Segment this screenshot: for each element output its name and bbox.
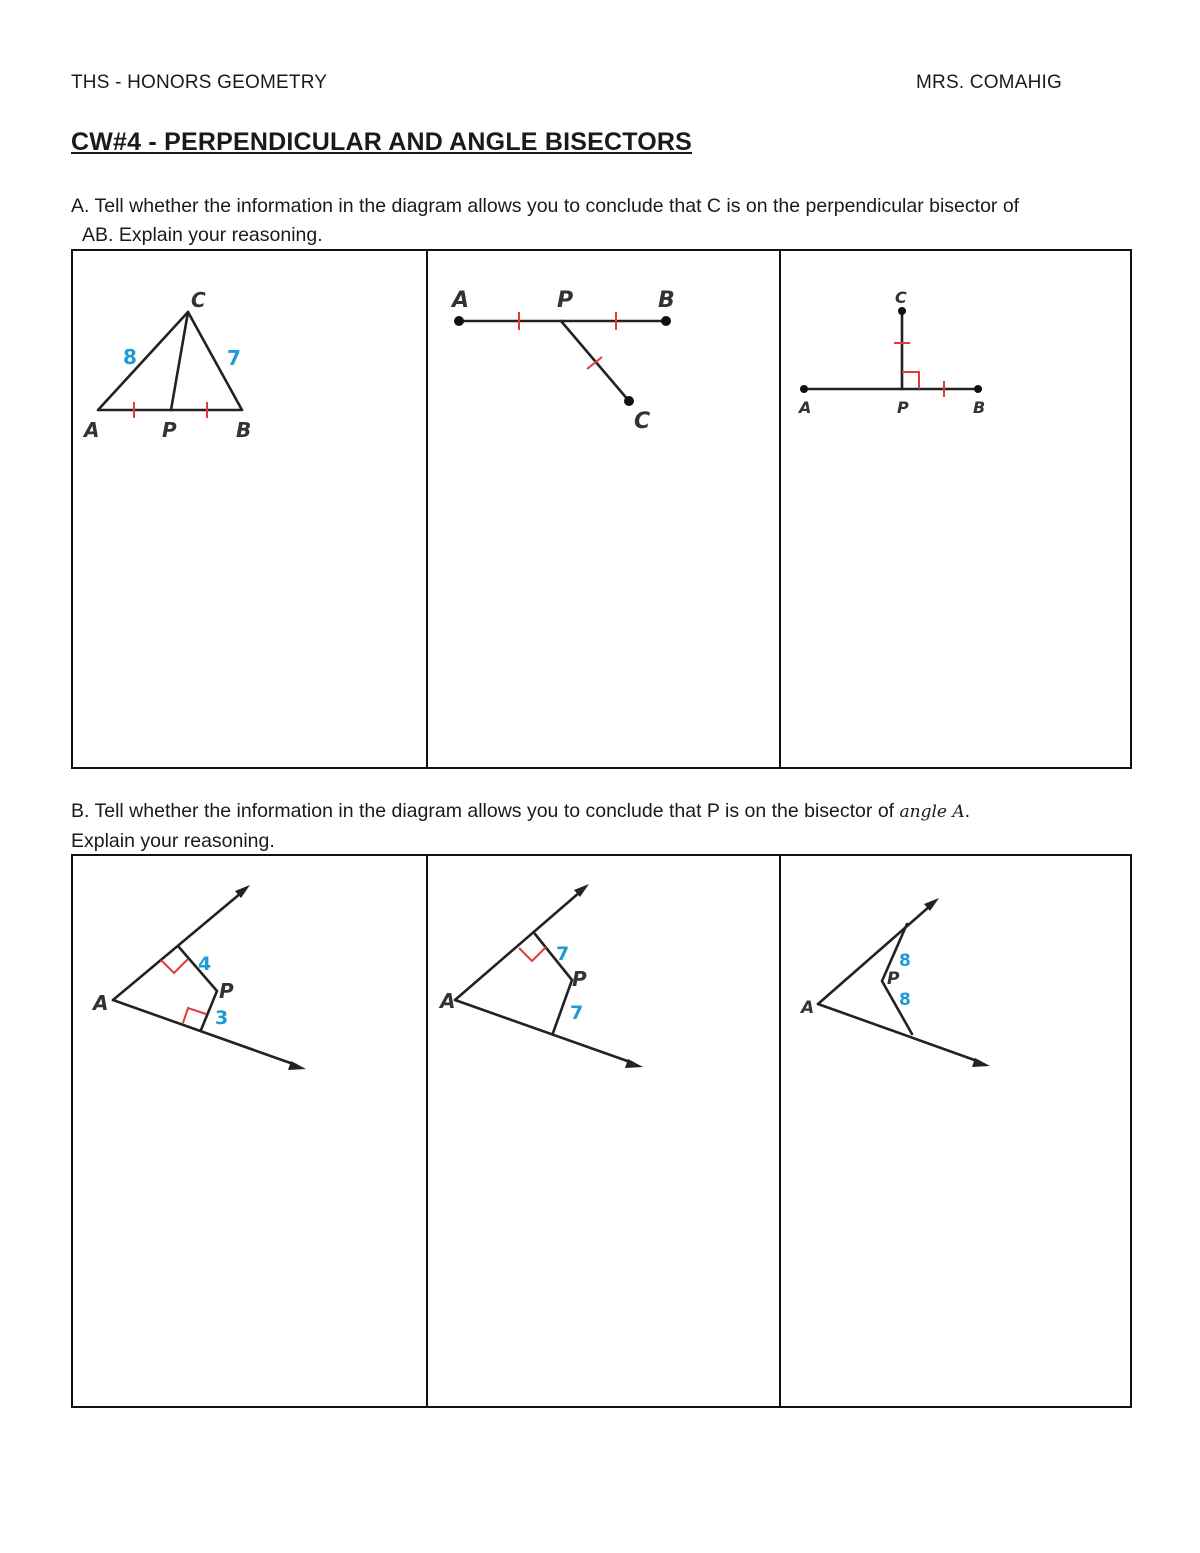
answer-box-a3[interactable] xyxy=(779,251,1134,767)
label-p: P xyxy=(887,969,900,989)
label-a: A xyxy=(799,398,812,417)
diagram-a3 xyxy=(781,251,1134,771)
label-p: P xyxy=(162,418,177,442)
label-a: A xyxy=(452,288,470,313)
answer-box-b1[interactable] xyxy=(73,856,426,1406)
distance-upper: 7 xyxy=(556,943,570,965)
label-a: A xyxy=(440,989,456,1013)
label-b: B xyxy=(658,288,675,313)
distance-upper: 8 xyxy=(899,951,911,971)
label-b: B xyxy=(236,418,252,442)
header-teacher: MRS. COMAHIG xyxy=(916,72,1062,93)
diagram-b1 xyxy=(73,856,426,1410)
label-b: B xyxy=(973,398,986,417)
question-b-line2: Explain your reasoning. xyxy=(71,830,275,852)
label-c: C xyxy=(895,288,907,307)
answer-box-b2[interactable] xyxy=(426,856,781,1406)
label-a: A xyxy=(801,998,815,1018)
question-b-math: angle A xyxy=(899,802,965,822)
page-title: CW#4 - PERPENDICULAR AND ANGLE BISECTORS xyxy=(71,128,693,156)
label-p: P xyxy=(557,288,574,313)
question-b-line1 xyxy=(71,797,1141,827)
diagram-b3 xyxy=(781,856,1134,1410)
header-course: THS - HONORS GEOMETRY xyxy=(71,72,328,93)
diagram-b2 xyxy=(428,856,781,1410)
question-a-line1: A. Tell whether the information in the diagram allows you to conclude that C is on the perpendicular bisector of xyxy=(71,195,1020,217)
question-a-line2: AB. Explain your reasoning. xyxy=(82,224,323,246)
label-p: P xyxy=(219,979,234,1003)
length-bc: 7 xyxy=(227,346,241,370)
distance-upper: 4 xyxy=(198,953,212,975)
distance-lower: 3 xyxy=(215,1007,229,1029)
answer-box-a1[interactable] xyxy=(73,251,426,767)
distance-lower: 7 xyxy=(570,1002,584,1024)
answer-grid-a xyxy=(71,249,1132,769)
label-p: P xyxy=(572,967,587,991)
answer-grid-b xyxy=(71,854,1132,1408)
label-p: P xyxy=(897,398,909,417)
diagram-a1 xyxy=(73,251,426,771)
question-a-prompt xyxy=(71,192,1141,250)
diagram-a2 xyxy=(428,251,781,771)
label-a: A xyxy=(93,991,109,1015)
label-a: A xyxy=(84,418,100,442)
question-b-period: . xyxy=(964,800,971,822)
distance-lower: 8 xyxy=(899,990,911,1010)
answer-box-b3[interactable] xyxy=(779,856,1134,1406)
question-b-text: B. Tell whether the information in the diagram allows you to conclude that P is on the bisector of xyxy=(71,800,900,822)
answer-box-a2[interactable] xyxy=(426,251,781,767)
length-ac: 8 xyxy=(123,345,137,369)
label-c: C xyxy=(634,409,651,434)
question-b-prompt xyxy=(71,797,1141,856)
label-c: C xyxy=(191,288,206,312)
